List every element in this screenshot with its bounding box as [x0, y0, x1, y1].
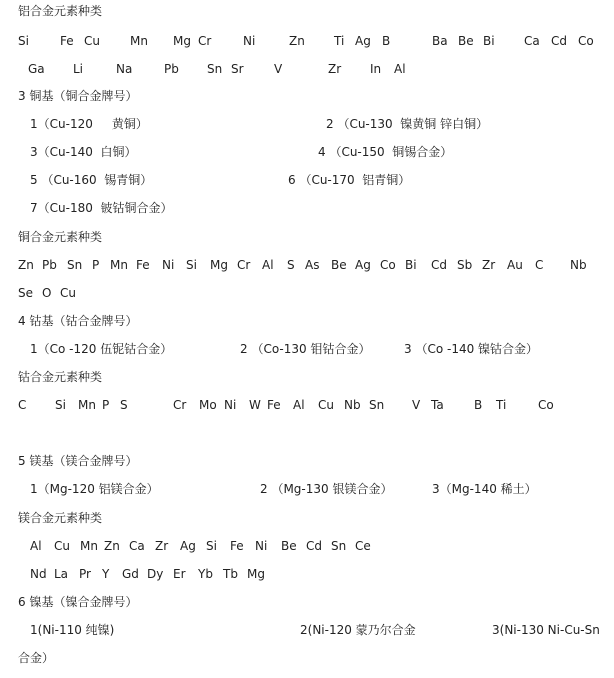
cu-elements-heading: 铜合金元素种类: [18, 230, 103, 244]
element-symbol: As: [305, 258, 320, 272]
mg-grade-heading: 5 镁基（镁合金牌号）: [18, 454, 138, 468]
element-symbol: S: [120, 398, 128, 412]
element-symbol: Zn: [104, 539, 120, 553]
element-symbol: Al: [30, 539, 42, 553]
element-symbol: Er: [173, 567, 186, 581]
ni-grade-heading: 6 镍基（镍合金牌号）: [18, 595, 138, 609]
mg-grade-item: 1（Mg-120 铝镁合金）: [30, 482, 159, 496]
element-symbol: Pb: [164, 62, 179, 76]
cu-grade-item: 6 （Cu-170 铝青铜）: [288, 173, 411, 187]
element-symbol: Cd: [431, 258, 447, 272]
element-symbol: Mo: [199, 398, 217, 412]
element-symbol: Ni: [162, 258, 175, 272]
co-grade-item: 3 （Co -140 镍钴合金）: [404, 342, 539, 356]
element-symbol: Zr: [482, 258, 496, 272]
element-symbol: La: [54, 567, 69, 581]
element-symbol: Ni: [243, 34, 256, 48]
element-symbol: Al: [293, 398, 305, 412]
element-symbol: Au: [507, 258, 523, 272]
ni-grade-item: 3(Ni-130 Ni-Cu-Sn: [492, 623, 600, 637]
element-symbol: Al: [394, 62, 406, 76]
element-symbol: B: [382, 34, 391, 48]
element-symbol: Fe: [267, 398, 281, 412]
element-symbol: Cr: [173, 398, 187, 412]
element-symbol: Co: [380, 258, 396, 272]
element-symbol: Cr: [198, 34, 212, 48]
element-symbol: Sn: [331, 539, 347, 553]
element-symbol: Ag: [180, 539, 196, 553]
element-symbol: Be: [458, 34, 474, 48]
element-symbol: Al: [262, 258, 274, 272]
al-elements-heading: 铝合金元素种类: [18, 4, 103, 18]
element-symbol: Sn: [67, 258, 83, 272]
element-symbol: P: [92, 258, 100, 272]
element-symbol: Sr: [231, 62, 244, 76]
element-symbol: C: [535, 258, 544, 272]
element-symbol: Co: [578, 34, 594, 48]
element-symbol: Ti: [496, 398, 507, 412]
ni-grade-item: 1(Ni-110 纯镍): [30, 623, 115, 637]
element-symbol: Cu: [54, 539, 70, 553]
element-symbol: Nd: [30, 567, 47, 581]
element-symbol: Bi: [483, 34, 495, 48]
element-symbol: In: [370, 62, 382, 76]
element-symbol: Ba: [432, 34, 448, 48]
element-symbol: Na: [116, 62, 133, 76]
mg-grade-item: 3（Mg-140 稀土）: [432, 482, 537, 496]
element-symbol: Tb: [223, 567, 238, 581]
cu-grade-item: 4 （Cu-150 铜锡合金）: [318, 145, 453, 159]
cu-grade-item: 3（Cu-140 白铜）: [30, 145, 137, 159]
element-symbol: Y: [102, 567, 110, 581]
element-symbol: Si: [55, 398, 66, 412]
element-symbol: Ag: [355, 258, 371, 272]
element-symbol: Mg: [173, 34, 191, 48]
element-symbol: Mn: [80, 539, 98, 553]
element-symbol: Cu: [60, 286, 76, 300]
element-symbol: Mn: [78, 398, 96, 412]
element-symbol: Ni: [255, 539, 268, 553]
element-symbol: Sn: [369, 398, 385, 412]
ni-grade-wrap: 合金）: [18, 651, 55, 665]
cu-grade-heading: 3 铜基（铜合金牌号）: [18, 89, 138, 103]
cu-grade-item: 7（Cu-180 铍钴铜合金）: [30, 201, 173, 215]
element-symbol: Fe: [230, 539, 244, 553]
element-symbol: Mg: [210, 258, 228, 272]
co-grade-item: 1（Co -120 伍铌钴合金）: [30, 342, 173, 356]
co-grade-heading: 4 钴基（钴合金牌号）: [18, 314, 138, 328]
element-symbol: Gd: [122, 567, 139, 581]
element-symbol: Dy: [147, 567, 164, 581]
element-symbol: C: [18, 398, 27, 412]
element-symbol: Cd: [551, 34, 567, 48]
element-symbol: B: [474, 398, 483, 412]
cu-grade-item: 1（Cu-120 黄铜）: [30, 117, 148, 131]
element-symbol: Ag: [355, 34, 371, 48]
element-symbol: S: [287, 258, 295, 272]
cu-grade-item: 5 （Cu-160 锡青铜）: [30, 173, 153, 187]
element-symbol: Ti: [334, 34, 345, 48]
mg-grade-item: 2 （Mg-130 银镁合金）: [260, 482, 393, 496]
element-symbol: Fe: [136, 258, 150, 272]
co-grade-item: 2 （Co-130 钼钴合金）: [240, 342, 371, 356]
element-symbol: Ca: [524, 34, 540, 48]
element-symbol: Sb: [457, 258, 473, 272]
element-symbol: Nb: [344, 398, 361, 412]
element-symbol: Be: [331, 258, 347, 272]
element-symbol: Ta: [431, 398, 444, 412]
element-symbol: Mg: [247, 567, 265, 581]
element-symbol: Be: [281, 539, 297, 553]
element-symbol: Se: [18, 286, 33, 300]
element-symbol: Cu: [318, 398, 334, 412]
element-symbol: Ga: [28, 62, 45, 76]
cu-grade-item: 2 （Cu-130 镍黄铜 锌白铜）: [326, 117, 489, 131]
element-symbol: Cd: [306, 539, 322, 553]
element-symbol: Si: [18, 34, 29, 48]
element-symbol: Mn: [110, 258, 128, 272]
element-symbol: Fe: [60, 34, 74, 48]
element-symbol: Zn: [18, 258, 34, 272]
mg-elements-heading: 镁合金元素种类: [18, 511, 103, 525]
element-symbol: Zr: [328, 62, 342, 76]
ni-grade-item: 2(Ni-120 蒙乃尔合金: [300, 623, 416, 637]
element-symbol: Zn: [289, 34, 305, 48]
element-symbol: Co: [538, 398, 554, 412]
element-symbol: Sn: [207, 62, 223, 76]
element-symbol: Ca: [129, 539, 145, 553]
element-symbol: Pr: [79, 567, 91, 581]
element-symbol: V: [412, 398, 421, 412]
element-symbol: Nb: [570, 258, 587, 272]
element-symbol: Bi: [405, 258, 417, 272]
element-symbol: Si: [206, 539, 217, 553]
element-symbol: Mn: [130, 34, 148, 48]
element-symbol: P: [102, 398, 110, 412]
element-symbol: Li: [73, 62, 84, 76]
element-symbol: Pb: [42, 258, 57, 272]
element-symbol: Si: [186, 258, 197, 272]
element-symbol: Yb: [198, 567, 213, 581]
co-elements-heading: 钴合金元素种类: [18, 370, 103, 384]
element-symbol: O: [42, 286, 52, 300]
element-symbol: Ni: [224, 398, 237, 412]
element-symbol: W: [249, 398, 261, 412]
element-symbol: Ce: [355, 539, 371, 553]
element-symbol: Cu: [84, 34, 100, 48]
element-symbol: Zr: [155, 539, 169, 553]
element-symbol: V: [274, 62, 283, 76]
element-symbol: Cr: [237, 258, 251, 272]
